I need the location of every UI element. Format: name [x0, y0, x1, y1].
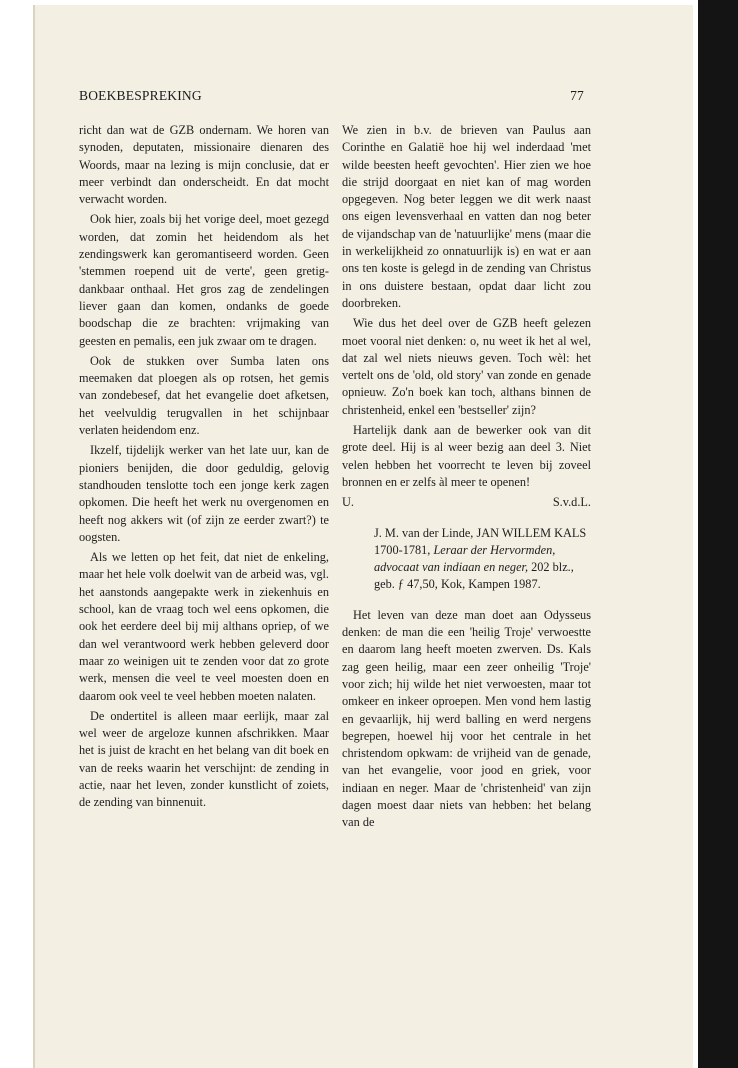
- page-edge: [33, 5, 35, 1068]
- review-signature: [342, 494, 591, 511]
- running-header: [79, 88, 584, 106]
- paragraph: Als we letten op het feit, dat niet de enkeling, maar het hele volk doelwit van de arbeid was, vgl. het aanstonds aangepakte werk in ziekenhuis en school, kan de vraag toch wel eens opkomen, die ook het eerdere deel bij mij althans opriep, of we dan wel verantwoord werk hebben geleverd door maar zo weinigen uit te zenden voor dat zo grote werk, mensen die veel te veel moesten doen en daarom ook veel te veel hebben moeten nalaten.: [79, 550, 329, 703]
- paragraph: De ondertitel is alleen maar eerlijk, maar zal wel weer de argeloze kunnen afschrikken. Maar het is juist de kracht en het belang van dit boek en van de reeks waarin het verschijnt: de zending in actie, naar het leven, zonder kunstlicht of zoiets, de zending van binnenuit.: [79, 708, 329, 810]
- paragraph: Ook de stukken over Sumba laten ons meemaken dat ploegen als op rotsen, het gemis van zondebesef, dat het evangelie doet afketsen, het veelvuldig terugvallen in het schijnbaar verlaten heidendom enz.: [79, 353, 329, 438]
- book-author-and-title: J. M. van der Linde, JAN WILLEM KALS 1700-1781,: [374, 525, 587, 557]
- right-column: [342, 122, 591, 835]
- paragraph: We zien in b.v. de brieven van Paulus aan Corinthe en Galatië hoe hij wel inderdaad 'met wilde beesten heeft gevochten'. Hier zien we hoe die strijd doorgaat en niet kan of mag worden opgegeven. Nog beter leggen we dit werk naast ons eigen levensverhaal en vatten dan nog beter de vijandschap van de 'natuurlijke' mens (maar die in werkelijkheid zo onnatuurlijk is) en wat er aan ons ten koste is gelegd in de zending van Christus in ons duistere bestaan, opdat daar licht zou doorbreken.: [342, 123, 591, 310]
- book-review-heading: [374, 525, 591, 594]
- signature-initial: U.: [342, 495, 354, 510]
- paragraph: Hartelijk dank aan de bewerker ook van dit grote deel. Hij is al weer bezig aan deel 3. Niet velen hebben het voorrecht te leven bij zoveel bronnen en er zelfs àl meer te openen!: [342, 423, 591, 489]
- book-subtitle: Leraar der Hervormden, advocaat van indiaan en neger,: [374, 542, 556, 575]
- paragraph: Het leven van deze man doet aan Odysseus denken: de man die een 'heilig Troje' verwoestte en daarom lang heeft moeten zwerven. Ds. Kals zag geen heilig, maar een zeer onheilig 'Troje' voor zich; hij wilde het niet verwoesten, maar tot omkeer en inkeer oproepen. Men vond hem lastig en gevaarlijk, hij werd balling en werd nergens begrepen, hoewel hij voor het centrale in het christendom opkwam: de vrijheid van de genade, van het evangelie, voor jood en griek, voor indiaan en neger. Maar de 'christenheid' van zijn dagen moest daar niets van hebben: het belang van de: [342, 607, 591, 830]
- running-title: BOEKBESPREKING: [79, 88, 202, 103]
- paragraph: Wie dus het deel over de GZB heeft gelezen moet vooral niet denken: o, nu weet ik het al wel, dat zal wel niets nieuws geven. Toch wèl: het vertelt ons de 'old, old story' van zonde en genade opnieuw. Zo'n boek kan toch, althans binnen de christenheid, enkel een 'bestseller' zijn?: [342, 316, 591, 417]
- page-number: 77: [570, 88, 584, 103]
- paragraph: Ook hier, zoals bij het vorige deel, moet gezegd worden, dat zomin het heidendom als het zendingswerk kan geromantiseerd worden. Geen 'stemmen roepend uit de verte', geen gretig-dankbaar onthaal. Het gros zag de zendelingen liever gaan dan komen, ondanks de goede boodschap die ze brachten: vrijmaking van geesten en pemalis, een juk zwaar om te dragen.: [79, 212, 329, 348]
- book-details: 202 blz., geb. ƒ 47,50, Kok, Kampen 1987.: [374, 560, 574, 592]
- scanner-edge-strip: [698, 0, 738, 1068]
- paragraph: Ikzelf, tijdelijk werker van het late uur, kan de pioniers benijden, die door geduldig, gelovig standhouden tenslotte toch een jonge kerk zagen opkomen. Die heeft het werk nu overgenomen en heeft nog akkers wit (of zijn ze eerder zwart?) te oogsten.: [79, 443, 329, 544]
- signature-name: S.v.d.L.: [552, 495, 591, 510]
- paragraph: richt dan wat de GZB ondernam. We horen van synoden, deputaten, missionaire dienaren des Woords, maar na lezing is mijn conclusie, dat er meer verbindt dan onderscheidt. En dat mocht verwacht worden.: [79, 123, 329, 207]
- left-column: [79, 122, 329, 815]
